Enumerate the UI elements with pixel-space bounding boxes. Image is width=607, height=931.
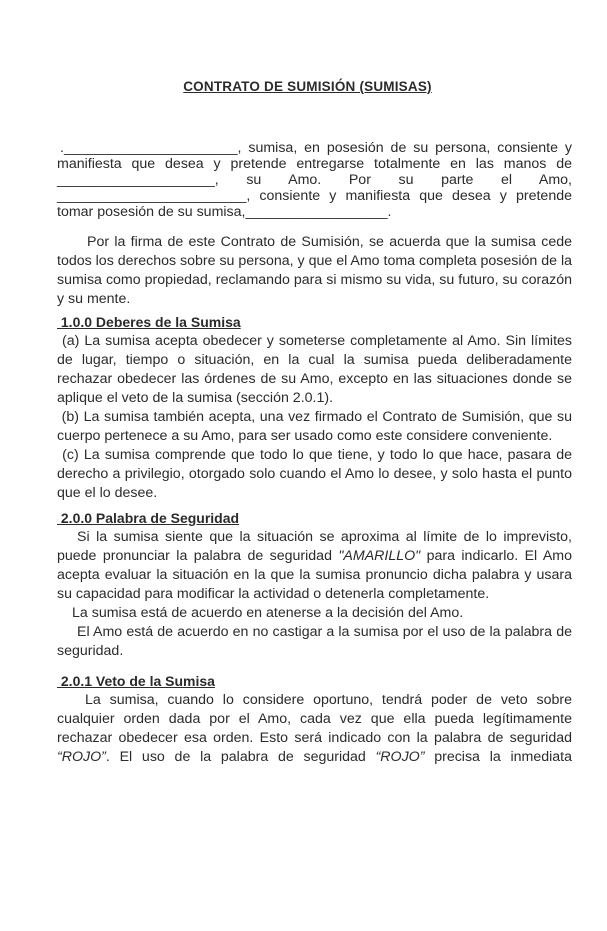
decision-paragraph: La sumisa está de acuerdo en atenerse a la decisión del Amo. xyxy=(72,605,464,621)
section-heading-veto: 2.0.1 Veto de la Sumisa xyxy=(57,673,215,689)
safeword-text-before: Si la sumisa siente que la situación se aproxima al límite de lo imprevisto, puede pronunciar la palabra de seguridad xyxy=(57,529,572,564)
safeword-rojo-1: “ROJO” xyxy=(57,749,106,765)
duties-clause-c: (c) La sumisa comprende que todo lo que tiene, y todo lo que hace, pasara de derecho a privilegio, otorgado solo cuando el Amo lo desee, y solo hasta el punto que el lo desee. xyxy=(57,447,572,501)
document-title: CONTRATO DE SUMISIÓN (SUMISAS) xyxy=(183,79,432,94)
signing-agreement-paragraph: Por la firma de este Contrato de Sumisión, se acuerda que la sumisa cede todos los derechos sobre su persona, y que el Amo toma completa posesión de la sumisa como propiedad, reclamando para si mismo su vida, su futuro, su corazón y su mente. xyxy=(57,234,572,307)
veto-text-part2: . El uso de la palabra de seguridad xyxy=(105,749,376,765)
no-punishment-paragraph: El Amo está de acuerdo en no castigar a la sumisa por el uso de la palabra de seguridad. xyxy=(57,624,572,659)
safeword-text-after: para indicarlo. El Amo acepta evaluar la situación en la que la sumisa pronuncio dicha palabra y usara su capacidad para modificar la actividad o detenerla completamente. xyxy=(57,548,572,602)
intro-paragraph: .______________________, sumisa, en posesión de su persona, consiente y manifiesta que desea y pretende entregarse totalmente en las manos de ____________________, su Amo. Por su parte el Amo, ________________________, consiente y manifiesta que desea y pretende tomar posesión de su sumisa,__________________. xyxy=(57,140,572,220)
section-heading-duties: 1.0.0 Deberes de la Sumisa xyxy=(57,314,241,330)
safeword-paragraph xyxy=(57,528,572,604)
duties-clause-b: (b) La sumisa también acepta, una vez firmado el Contrato de Sumisión, que su cuerpo pertenece a su Amo, para ser usado como este considere conveniente. xyxy=(57,409,572,444)
safeword-rojo-2: “ROJO” xyxy=(375,749,425,765)
safeword-amarillo: "AMARILLO" xyxy=(338,548,421,564)
veto-text-part3: precisa la inmediata xyxy=(424,749,573,765)
veto-text-part1: La sumisa, cuando lo considere oportuno, tendrá poder de veto sobre cualquier orden dada por el Amo, cada vez que ella pueda legítimamente rechazar obedecer esa orden. Esto será indicado con la palabra de seguridad xyxy=(57,692,572,746)
duties-clause-a: (a) La sumisa acepta obedecer y someterse completamente al Amo. Sin límites de lugar, tiempo o situación, en la cual la sumisa pueda deliberadamente rechazar obedecer las órdenes de su Amo, excepto en las situaciones donde se aplique el veto de la sumisa (sección 2.0.1). xyxy=(57,333,572,406)
section-heading-safeword: 2.0.0 Palabra de Seguridad xyxy=(57,510,240,526)
veto-paragraph xyxy=(57,691,572,767)
